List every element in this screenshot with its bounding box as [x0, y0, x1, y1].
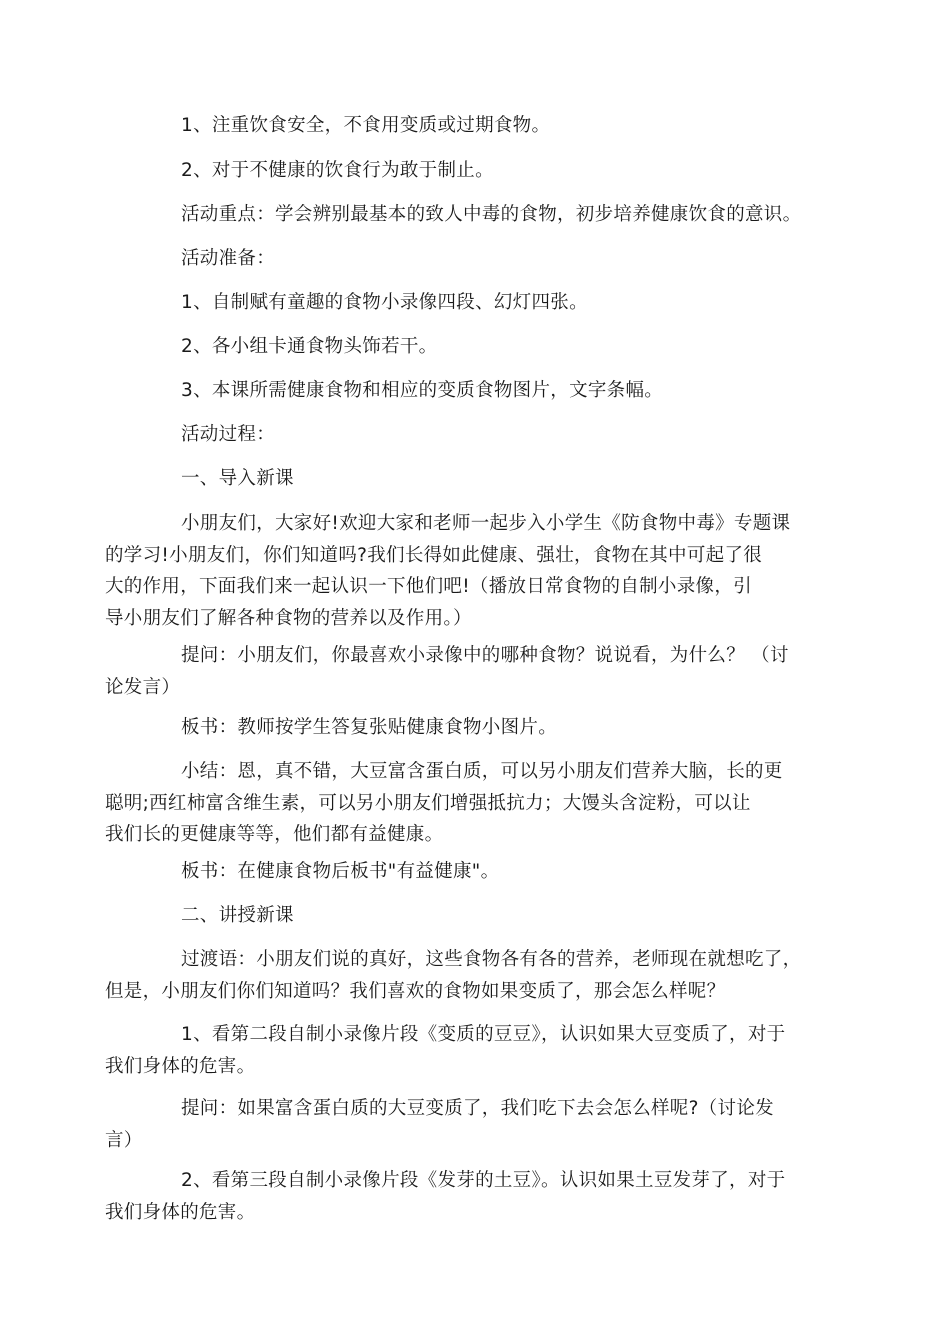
paragraph-goal-2 — [143, 155, 813, 187]
text-line: 过渡语：小朋友们说的真好，这些食物各有各的营养，老师现在就想吃了， — [181, 949, 802, 970]
paragraph-preparation-3 — [143, 375, 813, 407]
text-line: 板书：在健康食物后板书"有益健康"。 — [181, 861, 500, 882]
text-line: 二、讲授新课 — [181, 905, 294, 926]
text-line: 活动准备： — [181, 248, 276, 269]
paragraph-goal-1 — [143, 110, 813, 142]
text-line: 活动重点：学会辨别最基本的致人中毒的食物，初步培养健康饮食的意识。 — [181, 204, 802, 225]
paragraph-preparation-2 — [143, 331, 813, 363]
text-line: 我们身体的危害。 — [105, 1055, 256, 1077]
text-line: 2、各小组卡通食物头饰若干。 — [181, 336, 438, 357]
text-line: 我们身体的危害。 — [105, 1201, 256, 1223]
paragraph-summary — [105, 756, 813, 851]
paragraph-preparation-heading — [143, 243, 813, 275]
text-line: 论发言） — [105, 676, 181, 698]
paragraph-blackboard-2 — [143, 856, 813, 888]
text-line: 3、本课所需健康食物和相应的变质食物图片，文字条幅。 — [181, 380, 664, 401]
paragraph-preparation-1 — [143, 287, 813, 319]
text-line: 1、看第二段自制小录像片段《变质的豆豆》，认识如果大豆变质了，对于 — [181, 1024, 786, 1045]
text-line: 小朋友们，大家好!欢迎大家和老师一起步入小学生《防食物中毒》专题课 — [181, 513, 791, 534]
text-line: 活动过程： — [181, 424, 276, 445]
text-line: 一、导入新课 — [181, 468, 294, 489]
paragraph-section-one-heading — [143, 463, 813, 495]
text-line: 聪明;西红柿富含维生素，可以另小朋友们增强抵抗力；大馒头含淀粉，可以让 — [105, 792, 751, 814]
text-line: 提问：如果富含蛋白质的大豆变质了，我们吃下去会怎么样呢?（讨论发 — [181, 1098, 774, 1119]
text-line: 的学习!小朋友们，你们知道吗?我们长得如此健康、强壮，食物在其中可起了很 — [105, 544, 763, 566]
paragraph-process-heading — [143, 419, 813, 451]
text-line: 2、看第三段自制小录像片段《发芽的土豆》。认识如果土豆发芽了，对于 — [181, 1170, 786, 1191]
text-line: 1、注重饮食安全，不食用变质或过期食物。 — [181, 115, 551, 136]
paragraph-blackboard-1 — [143, 712, 813, 744]
text-line: 导小朋友们了解各种食物的营养以及作用。） — [105, 607, 472, 629]
text-line: 我们长的更健康等等，他们都有益健康。 — [105, 824, 444, 845]
paragraph-video-2 — [105, 1019, 813, 1082]
text-line: 小结：恩，真不错，大豆富含蛋白质，可以另小朋友们营养大脑，长的更 — [181, 761, 783, 782]
paragraph-section-two-heading — [143, 900, 813, 932]
text-line: 但是，小朋友们你们知道吗？我们喜欢的食物如果变质了，那会怎么样呢？ — [105, 980, 726, 1002]
paragraph-question-1 — [105, 640, 813, 703]
text-line: 板书：教师按学生答复张贴健康食物小图片。 — [181, 717, 558, 738]
text-line: 大的作用，下面我们来一起认识一下他们吧!（播放日常食物的自制小录像，引 — [105, 576, 752, 597]
paragraph-question-2 — [105, 1093, 813, 1156]
text-line: 2、对于不健康的饮食行为敢于制止。 — [181, 160, 494, 181]
paragraph-video-3 — [105, 1165, 813, 1228]
paragraph-intro — [105, 508, 813, 634]
text-line: 提问：小朋友们，你最喜欢小录像中的哪种食物？说说看，为什么？ （讨 — [181, 645, 789, 666]
text-line: 1、自制赋有童趣的食物小录像四段、幻灯四张。 — [181, 292, 588, 313]
paragraph-key-point — [143, 199, 813, 231]
text-line: 言） — [105, 1129, 143, 1151]
paragraph-transition — [105, 944, 813, 1007]
